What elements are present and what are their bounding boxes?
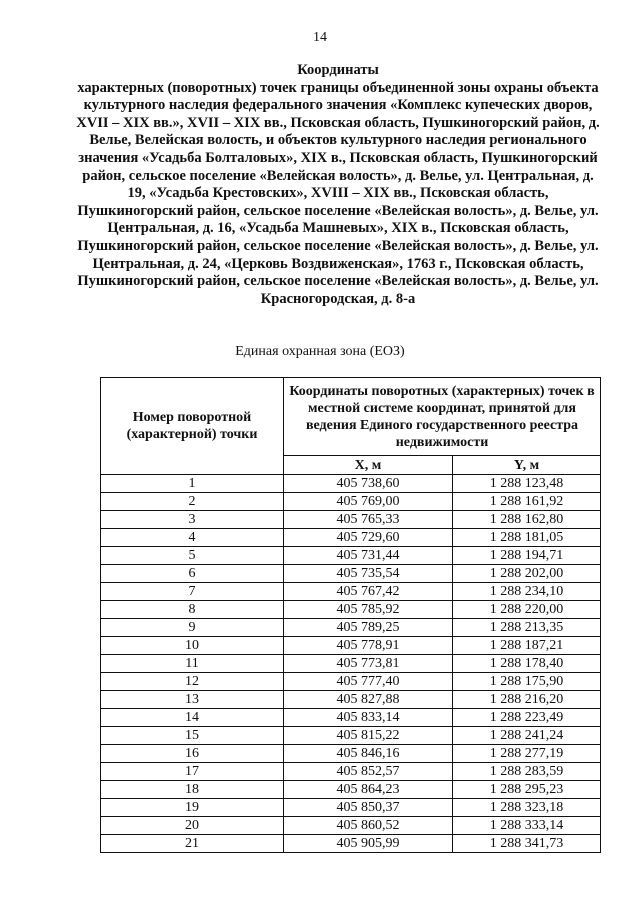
table-row: [101, 529, 601, 547]
point-number-cell: 8: [101, 601, 284, 619]
x-coordinate-cell: 405 850,37: [284, 799, 453, 817]
point-number-cell: 9: [101, 619, 284, 637]
coordinates-table: [100, 377, 601, 853]
table-row: [101, 763, 601, 781]
x-coordinate-cell: 405 778,91: [284, 637, 453, 655]
point-number-cell: 6: [101, 565, 284, 583]
x-coordinate-cell: 405 846,16: [284, 745, 453, 763]
x-coordinate-cell: 405 765,33: [284, 511, 453, 529]
point-number-cell: 13: [101, 691, 284, 709]
x-coordinate-cell: 405 729,60: [284, 529, 453, 547]
point-number-cell: 12: [101, 673, 284, 691]
y-coordinate-cell: 1 288 187,21: [453, 637, 601, 655]
table-row: [101, 547, 601, 565]
point-number-cell: 17: [101, 763, 284, 781]
point-number-cell: 3: [101, 511, 284, 529]
y-coordinate-cell: 1 288 283,59: [453, 763, 601, 781]
point-number-cell: 5: [101, 547, 284, 565]
x-coordinate-cell: 405 815,22: [284, 727, 453, 745]
y-coordinate-cell: 1 288 194,71: [453, 547, 601, 565]
heading-title: Координаты: [297, 62, 379, 78]
x-coordinate-cell: 405 860,52: [284, 817, 453, 835]
table-row: [101, 781, 601, 799]
table-row: [101, 745, 601, 763]
point-number-cell: 2: [101, 493, 284, 511]
table-row: [101, 691, 601, 709]
x-column-header: X, м: [284, 456, 453, 475]
point-number-cell: 20: [101, 817, 284, 835]
x-coordinate-cell: 405 833,14: [284, 709, 453, 727]
point-number-cell: 10: [101, 637, 284, 655]
zone-caption: Единая охранная зона (ЕОЗ): [235, 344, 405, 359]
y-coordinate-cell: 1 288 213,35: [453, 619, 601, 637]
table-row: [101, 619, 601, 637]
point-number-cell: 19: [101, 799, 284, 817]
point-number-cell: 1: [101, 475, 284, 493]
x-coordinate-cell: 405 773,81: [284, 655, 453, 673]
y-coordinate-cell: 1 288 175,90: [453, 673, 601, 691]
y-coordinate-cell: 1 288 295,23: [453, 781, 601, 799]
table-row: [101, 493, 601, 511]
point-number-cell: 7: [101, 583, 284, 601]
table-row: [101, 655, 601, 673]
table-row: [101, 799, 601, 817]
point-number-header: Номер поворотной (характерной) точки: [101, 378, 284, 475]
y-coordinate-cell: 1 288 277,19: [453, 745, 601, 763]
point-number-cell: 14: [101, 709, 284, 727]
x-coordinate-cell: 405 785,92: [284, 601, 453, 619]
y-coordinate-cell: 1 288 123,48: [453, 475, 601, 493]
y-coordinate-cell: 1 288 223,49: [453, 709, 601, 727]
coordinates-table-body: [101, 475, 601, 853]
x-coordinate-cell: 405 777,40: [284, 673, 453, 691]
y-coordinate-cell: 1 288 333,14: [453, 817, 601, 835]
y-coordinate-cell: 1 288 181,05: [453, 529, 601, 547]
x-coordinate-cell: 405 864,23: [284, 781, 453, 799]
y-coordinate-cell: 1 288 341,73: [453, 835, 601, 853]
y-coordinate-cell: 1 288 220,00: [453, 601, 601, 619]
x-coordinate-cell: 405 789,25: [284, 619, 453, 637]
x-coordinate-cell: 405 852,57: [284, 763, 453, 781]
table-row: [101, 637, 601, 655]
x-coordinate-cell: 405 827,88: [284, 691, 453, 709]
table-row: [101, 817, 601, 835]
coordinates-header: Координаты поворотных (характерных) точек в местной системе координат, принятой для ведения Единого государственного реестра недвижимости: [284, 378, 601, 456]
table-row: [101, 673, 601, 691]
x-coordinate-cell: 405 769,00: [284, 493, 453, 511]
x-coordinate-cell: 405 735,54: [284, 565, 453, 583]
page-number: 14: [313, 30, 327, 45]
x-coordinate-cell: 405 731,44: [284, 547, 453, 565]
y-coordinate-cell: 1 288 161,92: [453, 493, 601, 511]
heading-body: характерных (поворотных) точек границы объединенной зоны охраны объекта культурного наследия федерального значения «Комплекс купеческих дворов, XVII – XIX вв.», XVII – XIX вв., Псковская область, Пушкиногорский район, д. Велье, Велейская волость, и объектов культурного наследия регионального значения «Усадьба Болталовых», XIX в., Псковская область, Пушкиногорский район, сельское поселение «Велейская волость», д. Велье, ул. Центральная, д. 19, «Усадьба Крестовских», XVIII – XIX вв., Псковская область, Пушкиногорский район, сельское поселение «Велейская волость», д. Велье, ул. Центральная, д. 16, «Усадьба Машневых», XIX в., Псковская область, Пушкиногорский район, сельское поселение «Велейская волость», д. Велье, ул. Центральная, д. 24, «Церковь Воздвиженская», 1763 г., Псковская область, Пушкиногорский район, сельское поселение «Велейская волость», д. Велье, ул. Красногородская, д. 8-а: [76, 79, 600, 307]
y-coordinate-cell: 1 288 178,40: [453, 655, 601, 673]
document-heading: [76, 62, 600, 308]
y-coordinate-cell: 1 288 241,24: [453, 727, 601, 745]
table-row: [101, 709, 601, 727]
table-row: [101, 565, 601, 583]
table-row: [101, 601, 601, 619]
table-row: [101, 511, 601, 529]
table-row: [101, 835, 601, 853]
point-number-cell: 4: [101, 529, 284, 547]
point-number-cell: 16: [101, 745, 284, 763]
table-row: [101, 583, 601, 601]
y-coordinate-cell: 1 288 234,10: [453, 583, 601, 601]
point-number-cell: 11: [101, 655, 284, 673]
x-coordinate-cell: 405 905,99: [284, 835, 453, 853]
y-coordinate-cell: 1 288 202,00: [453, 565, 601, 583]
y-column-header: Y, м: [453, 456, 601, 475]
point-number-cell: 18: [101, 781, 284, 799]
y-coordinate-cell: 1 288 323,18: [453, 799, 601, 817]
x-coordinate-cell: 405 738,60: [284, 475, 453, 493]
point-number-cell: 21: [101, 835, 284, 853]
y-coordinate-cell: 1 288 162,80: [453, 511, 601, 529]
table-row: [101, 727, 601, 745]
table-row: [101, 475, 601, 493]
x-coordinate-cell: 405 767,42: [284, 583, 453, 601]
y-coordinate-cell: 1 288 216,20: [453, 691, 601, 709]
point-number-cell: 15: [101, 727, 284, 745]
